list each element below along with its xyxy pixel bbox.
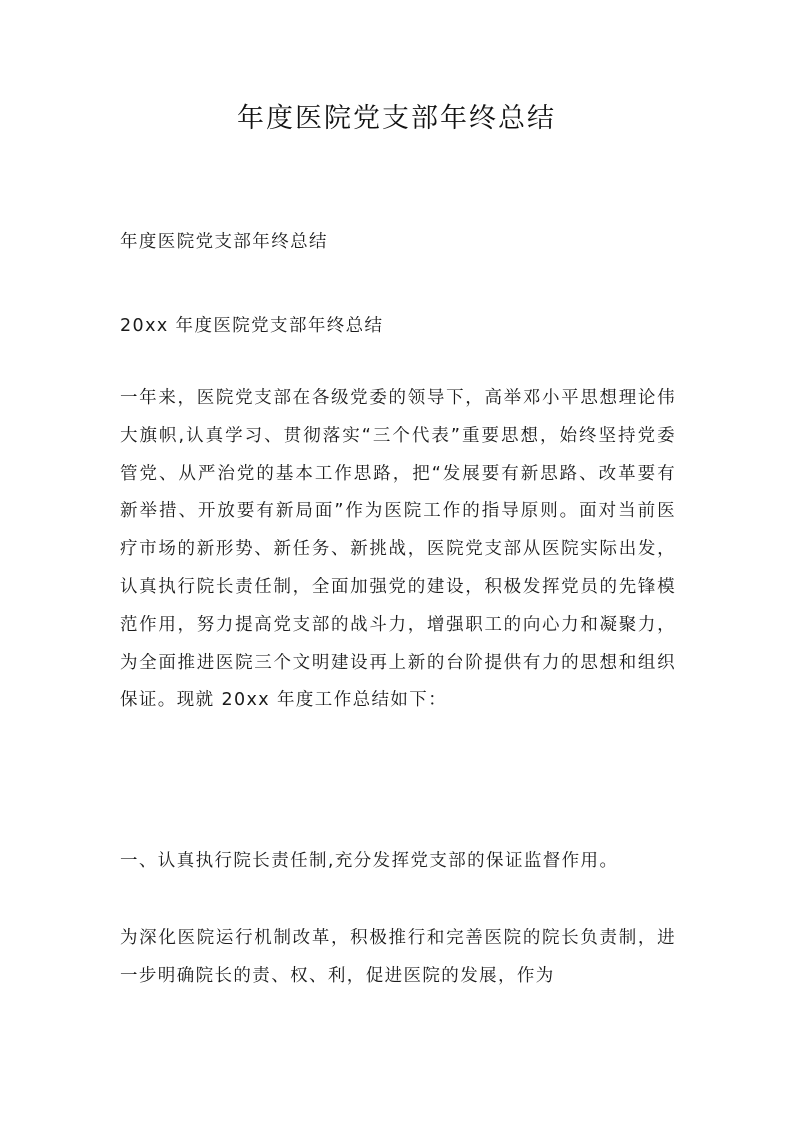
intro-paragraph: 一年来，医院党支部在各级党委的领导下，高举邓小平思想理论伟大旗帜,认真学习、贯彻落实“三个代表”重要思想，始终坚持党委管党、从严治党的基本工作思路，把“发展要有新思路、改革要有新举措、开放要有新局面”作为医院工作的指导原则。面对当前医疗市场的新形势、新任务、新挑战，医院党支部从医院实际出发，认真执行院长责任制，全面加强党的建设，积极发挥党员的先锋模范作用，努力提高党支部的战斗力，增强职工的向心力和凝聚力，为全面推进医院三个文明建设再上新的台阶提供有力的思想和组织保证。现就 20xx 年度工作总结如下：: [120, 388, 676, 711]
document-title: 年度医院党支部年终总结: [237, 103, 556, 134]
section-heading-1: 一、认真执行院长责任制,充分发挥党支部的保证监督作用。: [120, 851, 619, 871]
subtitle-paragraph: 年度医院党支部年终总结: [120, 232, 328, 252]
year-heading-paragraph: 20xx 年度医院党支部年终总结: [120, 316, 384, 336]
section-1-paragraph: 为深化医院运行机制改革，积极推行和完善医院的院长负责制，进一步明确院长的责、权、利，促进医院的发展，作为: [120, 928, 676, 986]
